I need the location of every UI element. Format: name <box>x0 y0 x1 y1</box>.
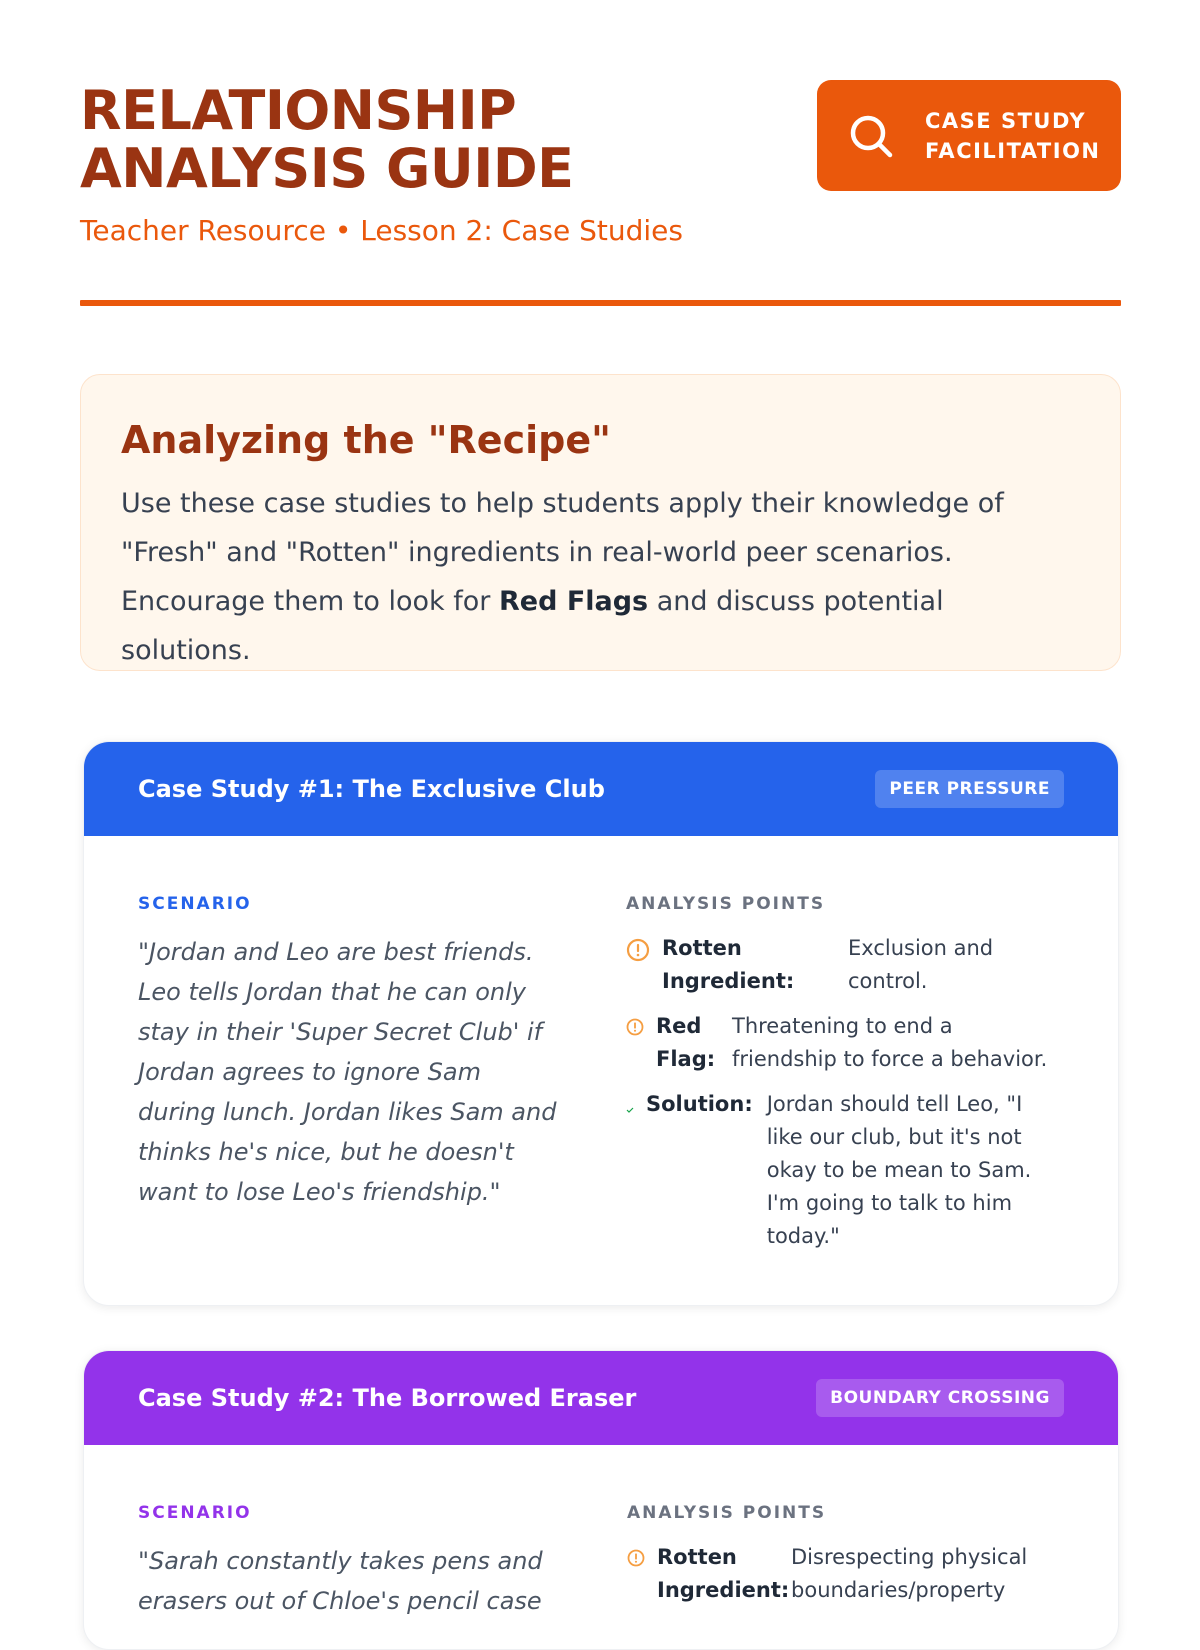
alert-circle-icon <box>626 938 650 962</box>
point-value: Disrespecting physical boundaries/property <box>791 1545 1028 1602</box>
point-key: Rotten Ingredient: <box>662 936 795 993</box>
intro-text-before: Use these case studies to help students apply their knowledge of "Fresh" and "Rotten" ingredients in real-world peer scenarios. Encourage them to look for <box>121 488 1004 617</box>
point-value: Threatening to end a friendship to force a behavior. <box>732 1014 1048 1071</box>
point-value: Exclusion and control. <box>848 936 994 993</box>
case-study-title: Case Study #1: The Exclusive Club <box>138 775 605 803</box>
intro-bold: Red Flags <box>498 586 649 617</box>
facilitation-label: CASE STUDY FACILITATION <box>925 108 1101 163</box>
category-badge: PEER PRESSURE <box>875 770 1064 808</box>
analysis-point <box>627 1541 1064 1607</box>
scenario-label: SCENARIO <box>138 1503 252 1523</box>
point-key: Red Flag: <box>656 1014 716 1071</box>
intro-text <box>121 479 1080 675</box>
intro-text-after: and discuss potential solutions. <box>121 586 944 666</box>
point-key: Solution: <box>646 1092 753 1116</box>
scenario-text: "Sarah constantly takes pens and erasers out of Chloe's pencil case <box>138 1547 543 1615</box>
scenario-label: SCENARIO <box>138 894 252 914</box>
point-value: Jordan should tell Leo, "I like our club, but it's not okay to be mean to Sam. I'm going to talk to him today." <box>766 1092 1032 1248</box>
analysis-label: ANALYSIS POINTS <box>626 894 826 914</box>
case-study-header <box>84 1351 1118 1445</box>
alert-circle-icon <box>626 1018 644 1036</box>
case-study-card-2 <box>83 1350 1119 1650</box>
intro-heading: Analyzing the "Recipe" <box>121 418 611 462</box>
point-key: Rotten Ingredient: <box>657 1545 790 1602</box>
check-icon <box>626 1106 634 1114</box>
scenario-text: "Jordan and Leo are best friends. Leo tells Jordan that he can only stay in their 'Super Secret Club' if Jordan agrees to ignore Sam during lunch. Jordan likes Sam and thinks he's nice, but he doesn't want to lose Leo's friendship." <box>138 938 557 1206</box>
case-study-header <box>84 742 1118 836</box>
analysis-point <box>626 1088 1064 1253</box>
search-icon <box>847 112 895 160</box>
case-study-facilitation-button[interactable] <box>817 80 1121 191</box>
page-subtitle: Teacher Resource • Lesson 2: Case Studies <box>80 214 683 247</box>
header-divider <box>80 300 1121 306</box>
page-title: RELATIONSHIP ANALYSIS GUIDE <box>80 79 574 200</box>
analysis-point <box>626 932 1064 998</box>
category-badge: BOUNDARY CROSSING <box>816 1379 1064 1417</box>
case-study-card-1 <box>83 741 1119 1306</box>
alert-circle-icon <box>627 1549 645 1567</box>
intro-box <box>80 374 1121 671</box>
case-study-title: Case Study #2: The Borrowed Eraser <box>138 1384 637 1412</box>
analysis-point <box>626 1010 1064 1076</box>
analysis-label: ANALYSIS POINTS <box>627 1503 827 1523</box>
